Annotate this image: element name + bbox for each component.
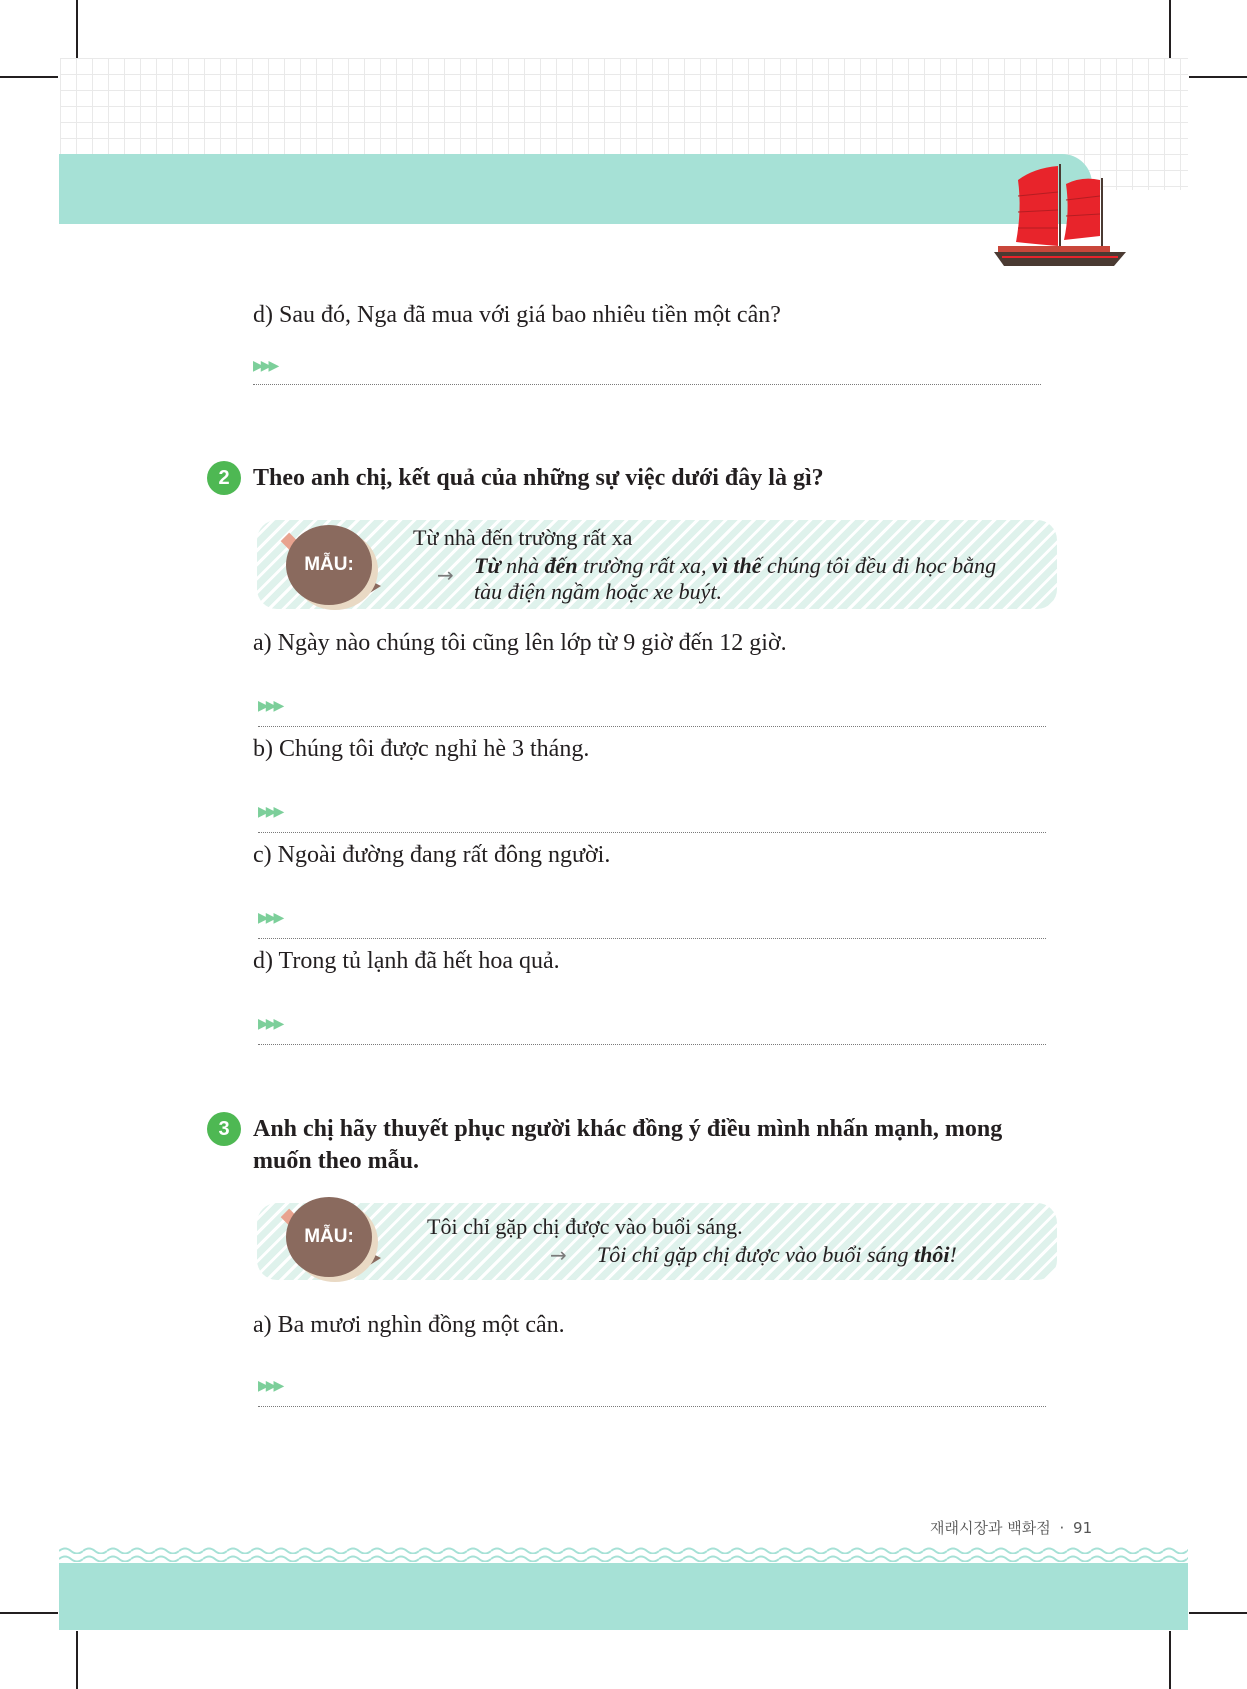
sample-text: !: [949, 1242, 957, 1267]
answer-line[interactable]: [258, 1044, 1046, 1045]
question-3-title-line-2: muốn theo mẫu.: [253, 1148, 420, 1174]
answer-marker-icon: ▶▶▶: [258, 804, 282, 820]
question-2-item-c: c) Ngoài đường đang rất đông người.: [253, 842, 611, 868]
crop-mark: [76, 0, 78, 58]
sample-text: chúng tôi đều đi học bằng: [761, 553, 997, 578]
question-1-item-d: d) Sau đó, Nga đã mua với giá bao nhiêu tiền một cân?: [253, 302, 781, 328]
crop-mark: [1169, 0, 1171, 58]
question-3-title-line-1: Anh chị hãy thuyết phục người khác đồng ý điều mình nhấn mạnh, mong: [253, 1116, 1003, 1142]
sample-bold: Từ: [474, 553, 501, 578]
sample-label-bubble: MẪU:: [286, 1197, 372, 1277]
sample-text: nhà: [500, 553, 545, 578]
crop-mark: [1169, 1631, 1171, 1689]
sample-text: trường rất xa,: [577, 553, 712, 578]
answer-marker-icon: ▶▶▶: [253, 358, 277, 374]
question-2-title: Theo anh chị, kết quả của những sự việc dưới đây là gì?: [253, 465, 824, 491]
answer-line[interactable]: [258, 1406, 1046, 1407]
sample-bold: thôi: [914, 1242, 950, 1267]
answer-line[interactable]: [253, 384, 1041, 385]
question-3-item-a: a) Ba mươi nghìn đồng một cân.: [253, 1312, 565, 1338]
answer-line[interactable]: [258, 938, 1046, 939]
sample-answer: [597, 1241, 957, 1268]
answer-marker-icon: ▶▶▶: [258, 910, 282, 926]
answer-line[interactable]: [258, 726, 1046, 727]
crop-mark: [1189, 76, 1247, 78]
answer-marker-icon: ▶▶▶: [258, 698, 282, 714]
page-footer: [930, 1517, 1092, 1538]
crop-mark: [0, 76, 58, 78]
answer-marker-icon: ▶▶▶: [258, 1378, 282, 1394]
question-number-badge: 2: [207, 461, 241, 495]
sample-bold: vì thế: [711, 553, 762, 578]
crop-mark: [76, 1631, 78, 1689]
arrow-right-icon: →: [550, 1243, 567, 1267]
chapter-title: 재래시장과 백화점: [930, 1519, 1051, 1537]
sample-answer: [474, 552, 996, 579]
arrow-right-icon: →: [437, 563, 454, 587]
answer-marker-icon: ▶▶▶: [258, 1016, 282, 1032]
page-number: 91: [1073, 1519, 1093, 1537]
answer-line[interactable]: [258, 832, 1046, 833]
sample-bold: đến: [544, 553, 578, 578]
sample-answer-line-2: tàu điện ngầm hoặc xe buýt.: [474, 579, 723, 604]
question-2-item-b: b) Chúng tôi được nghỉ hè 3 tháng.: [253, 736, 590, 762]
sample-prompt: Từ nhà đến trường rất xa: [413, 525, 633, 550]
crop-mark: [1189, 1612, 1247, 1614]
crop-mark: [0, 1612, 58, 1614]
question-2-item-d: d) Trong tủ lạnh đã hết hoa quả.: [253, 948, 560, 974]
footer-separator: ·: [1059, 1519, 1065, 1537]
sample-label-bubble: MẪU:: [286, 525, 372, 605]
question-2-item-a: a) Ngày nào chúng tôi cũng lên lớp từ 9 giờ đến 12 giờ.: [253, 630, 787, 656]
sample-prompt: Tôi chỉ gặp chị được vào buổi sáng.: [427, 1214, 743, 1239]
sample-text: Tôi chỉ gặp chị được vào buổi sáng: [597, 1242, 915, 1267]
footer-band: [59, 1563, 1188, 1630]
question-number-badge: 3: [207, 1112, 241, 1146]
header-band: [59, 154, 1092, 224]
sailboat-icon: [990, 160, 1130, 270]
